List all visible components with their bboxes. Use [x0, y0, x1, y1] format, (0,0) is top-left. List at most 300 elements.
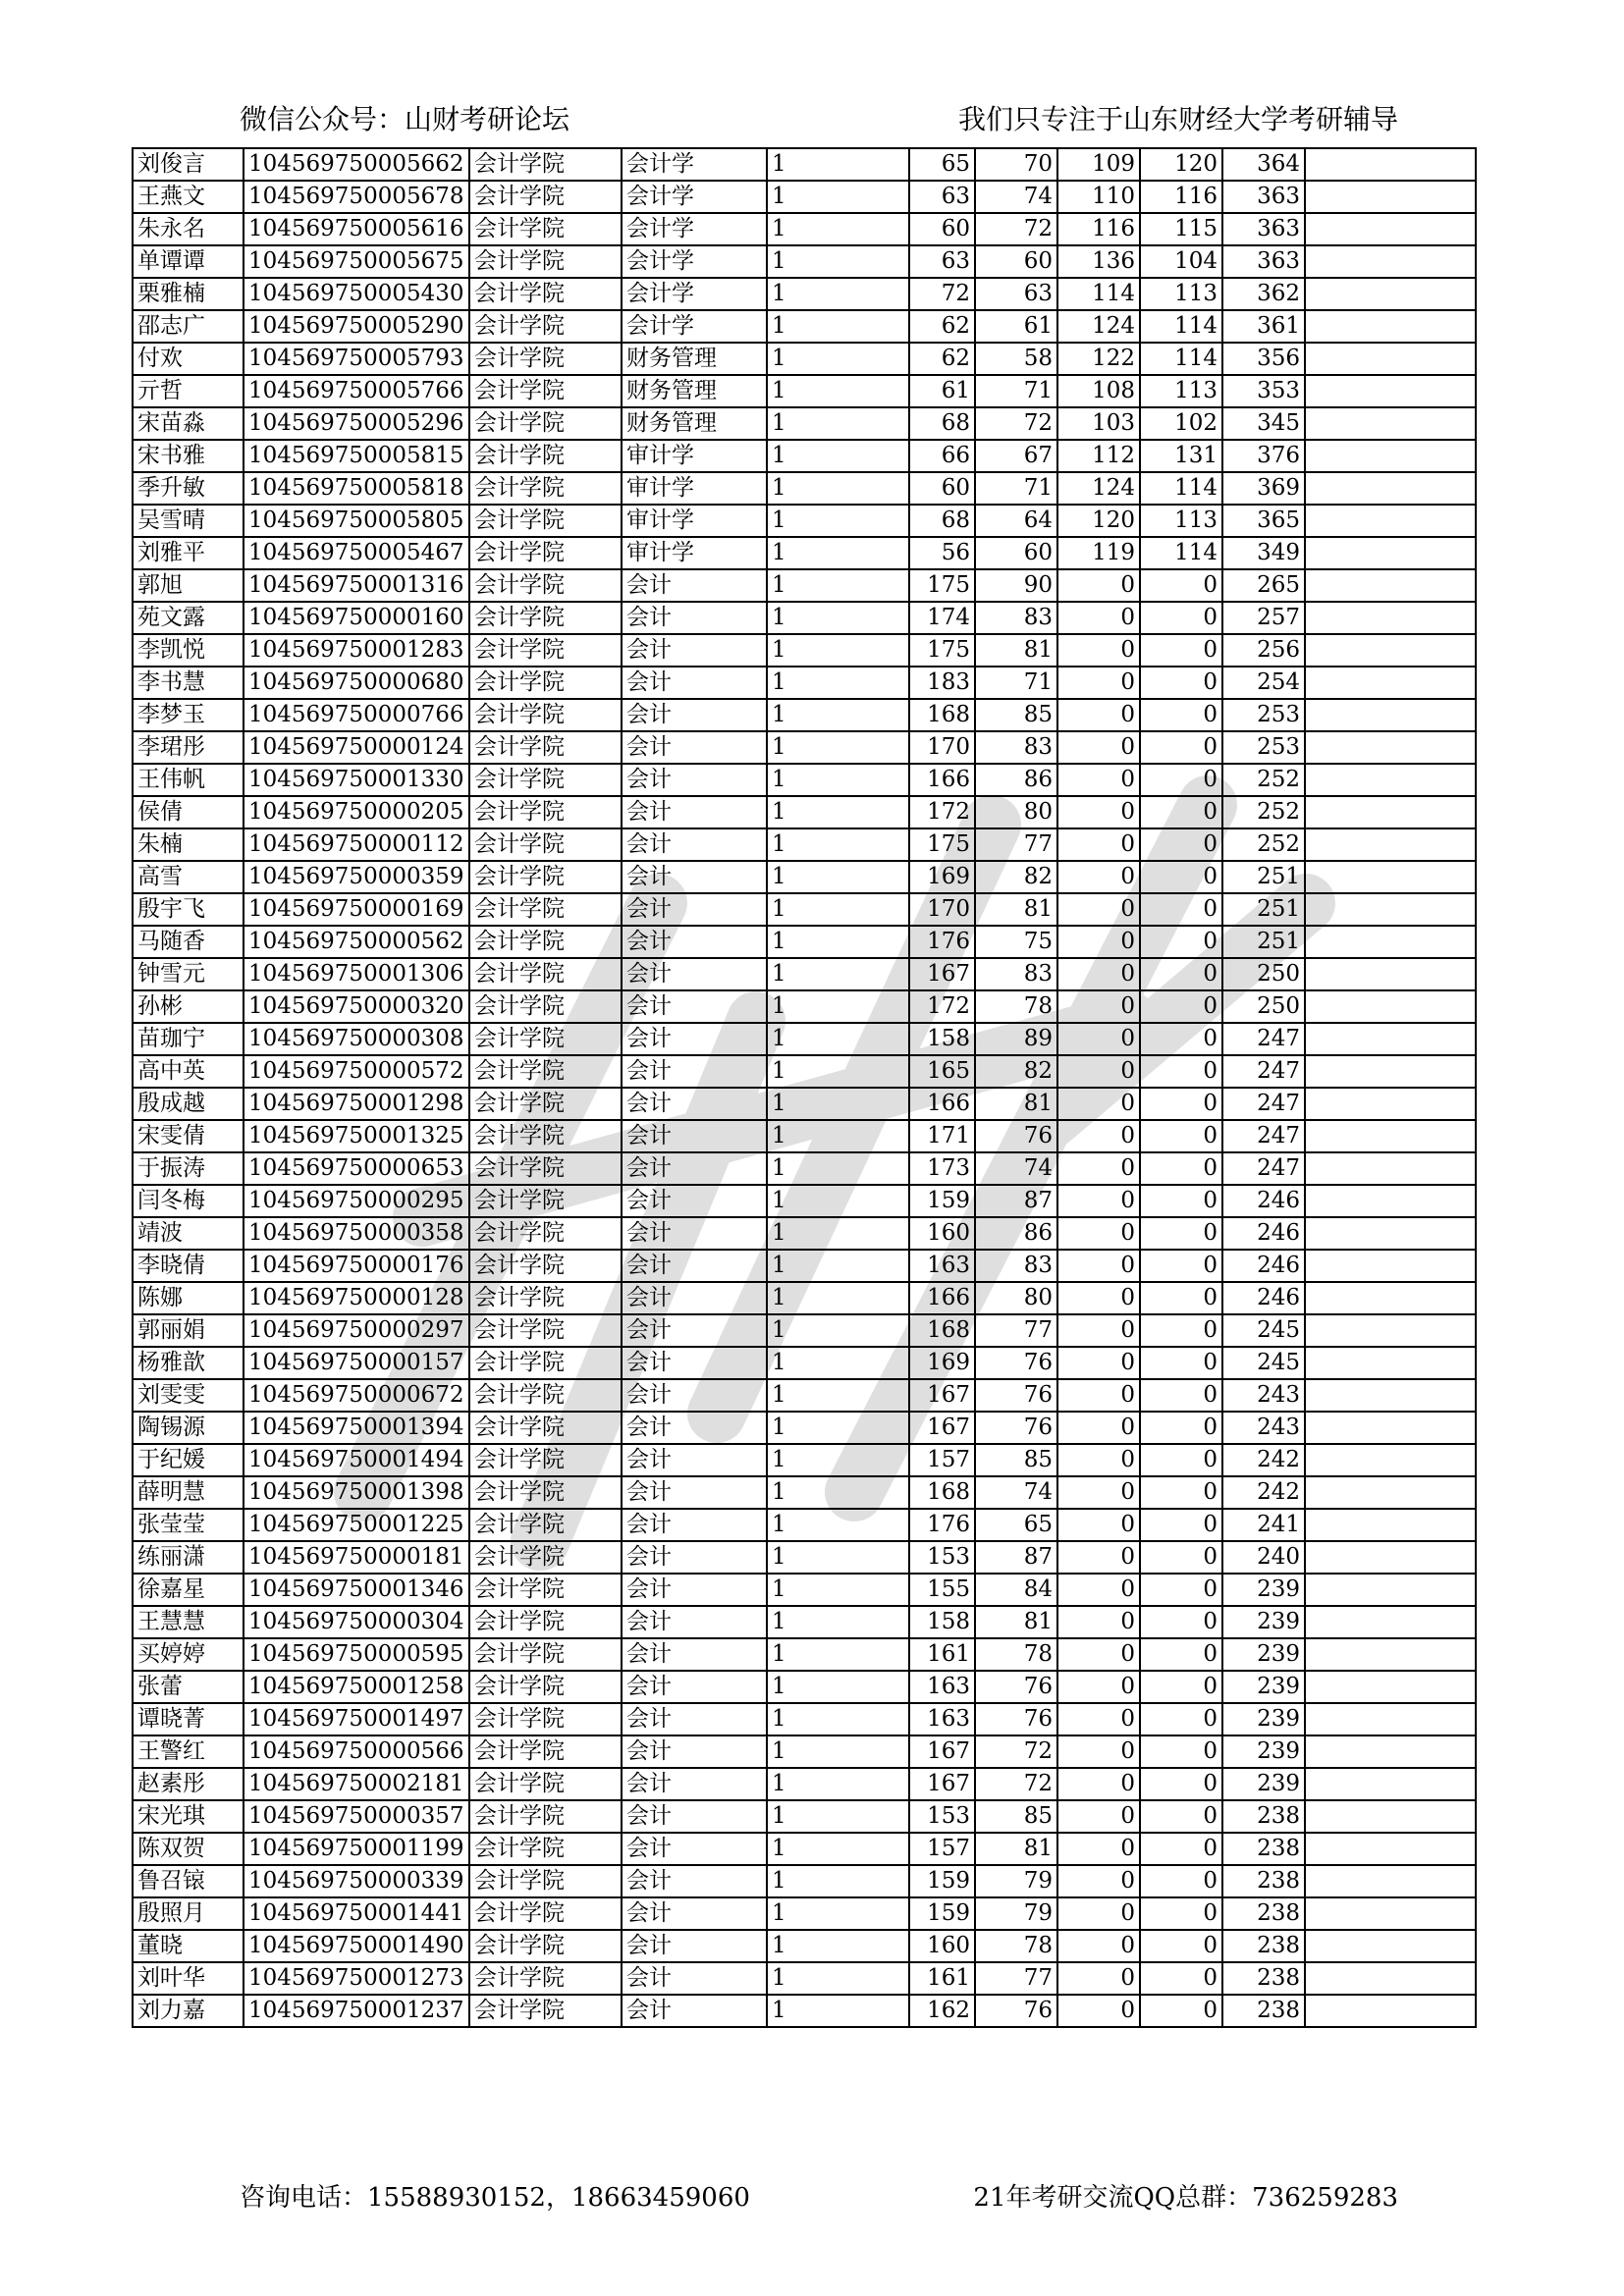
cell-total: 246	[1222, 1185, 1305, 1217]
cell-total: 252	[1222, 828, 1305, 861]
cell-name: 单谭谭	[133, 245, 244, 278]
table-row	[133, 1574, 1476, 1606]
cell-remark	[1305, 667, 1476, 699]
cell-score-politics: 165	[909, 1055, 975, 1088]
cell-exam-id: 104569750001398	[244, 1476, 469, 1509]
cell-score-subject2: 0	[1140, 602, 1222, 634]
cell-college: 会计学院	[469, 1347, 622, 1379]
cell-name: 刘力嘉	[133, 1995, 244, 2027]
cell-major: 会计	[622, 1152, 767, 1185]
cell-college: 会计学院	[469, 893, 622, 926]
cell-remark	[1305, 1930, 1476, 1962]
table-row	[133, 667, 1476, 699]
cell-college: 会计学院	[469, 375, 622, 407]
cell-score-politics: 166	[909, 1282, 975, 1314]
cell-score-politics: 158	[909, 1606, 975, 1638]
cell-score-subject1: 0	[1057, 796, 1140, 828]
cell-total: 238	[1222, 1930, 1305, 1962]
cell-remark	[1305, 1995, 1476, 2027]
cell-college: 会计学院	[469, 472, 622, 505]
cell-category: 1	[767, 1412, 909, 1444]
cell-category: 1	[767, 148, 909, 181]
cell-score-subject1: 0	[1057, 1023, 1140, 1055]
cell-score-politics: 168	[909, 1314, 975, 1347]
cell-total: 252	[1222, 764, 1305, 796]
cell-total: 239	[1222, 1768, 1305, 1800]
table-row	[133, 893, 1476, 926]
cell-category: 1	[767, 569, 909, 602]
cell-score-english: 87	[975, 1185, 1057, 1217]
cell-total: 239	[1222, 1735, 1305, 1768]
cell-college: 会计学院	[469, 440, 622, 472]
cell-category: 1	[767, 634, 909, 667]
cell-major: 财务管理	[622, 343, 767, 375]
cell-score-subject2: 0	[1140, 1703, 1222, 1735]
cell-score-subject1: 0	[1057, 1152, 1140, 1185]
cell-score-subject1: 0	[1057, 1444, 1140, 1476]
cell-score-english: 79	[975, 1897, 1057, 1930]
cell-name: 朱楠	[133, 828, 244, 861]
cell-major: 会计	[622, 1055, 767, 1088]
cell-name: 苑文露	[133, 602, 244, 634]
cell-major: 会计	[622, 1476, 767, 1509]
cell-exam-id: 104569750005793	[244, 343, 469, 375]
table-row	[133, 926, 1476, 958]
cell-name: 王警红	[133, 1735, 244, 1768]
table-row	[133, 1023, 1476, 1055]
cell-remark	[1305, 278, 1476, 310]
cell-score-subject2: 0	[1140, 1282, 1222, 1314]
cell-remark	[1305, 731, 1476, 764]
cell-score-politics: 62	[909, 343, 975, 375]
cell-score-subject2: 0	[1140, 764, 1222, 796]
cell-category: 1	[767, 407, 909, 440]
cell-total: 361	[1222, 310, 1305, 343]
cell-total: 253	[1222, 699, 1305, 731]
cell-score-english: 72	[975, 1768, 1057, 1800]
cell-college: 会计学院	[469, 1735, 622, 1768]
cell-name: 刘叶华	[133, 1962, 244, 1995]
cell-name: 徐嘉星	[133, 1574, 244, 1606]
table-row	[133, 472, 1476, 505]
cell-score-subject1: 0	[1057, 634, 1140, 667]
cell-score-english: 86	[975, 764, 1057, 796]
cell-score-english: 64	[975, 505, 1057, 537]
cell-exam-id: 104569750001298	[244, 1088, 469, 1120]
cell-exam-id: 104569750001283	[244, 634, 469, 667]
cell-score-subject2: 0	[1140, 1671, 1222, 1703]
cell-score-politics: 168	[909, 1476, 975, 1509]
cell-score-subject1: 103	[1057, 407, 1140, 440]
table-row	[133, 958, 1476, 990]
cell-category: 1	[767, 1930, 909, 1962]
cell-exam-id: 104569750000359	[244, 861, 469, 893]
cell-remark	[1305, 1444, 1476, 1476]
cell-total: 345	[1222, 407, 1305, 440]
table-row	[133, 1314, 1476, 1347]
cell-category: 1	[767, 1833, 909, 1865]
cell-score-politics: 72	[909, 278, 975, 310]
cell-name: 殷照月	[133, 1897, 244, 1930]
cell-remark	[1305, 1217, 1476, 1250]
cell-score-english: 82	[975, 1055, 1057, 1088]
cell-name: 季升敏	[133, 472, 244, 505]
cell-college: 会计学院	[469, 796, 622, 828]
cell-category: 1	[767, 1638, 909, 1671]
cell-score-subject1: 0	[1057, 861, 1140, 893]
cell-exam-id: 104569750005467	[244, 537, 469, 569]
cell-score-subject2: 102	[1140, 407, 1222, 440]
cell-major: 会计	[622, 1671, 767, 1703]
table-row	[133, 1865, 1476, 1897]
cell-college: 会计学院	[469, 181, 622, 213]
cell-major: 会计	[622, 1314, 767, 1347]
cell-total: 245	[1222, 1314, 1305, 1347]
cell-exam-id: 104569750000205	[244, 796, 469, 828]
cell-category: 1	[767, 1541, 909, 1574]
cell-name: 鲁召锿	[133, 1865, 244, 1897]
cell-score-subject1: 0	[1057, 1476, 1140, 1509]
cell-college: 会计学院	[469, 1282, 622, 1314]
cell-score-subject2: 115	[1140, 213, 1222, 245]
cell-score-subject1: 0	[1057, 1250, 1140, 1282]
cell-score-english: 90	[975, 569, 1057, 602]
cell-remark	[1305, 1800, 1476, 1833]
cell-score-subject1: 0	[1057, 1930, 1140, 1962]
cell-category: 1	[767, 893, 909, 926]
cell-score-english: 81	[975, 1606, 1057, 1638]
cell-score-politics: 160	[909, 1217, 975, 1250]
table-row	[133, 861, 1476, 893]
cell-score-subject2: 0	[1140, 861, 1222, 893]
cell-score-subject1: 0	[1057, 1833, 1140, 1865]
cell-score-subject2: 0	[1140, 1379, 1222, 1412]
cell-college: 会计学院	[469, 958, 622, 990]
cell-category: 1	[767, 1347, 909, 1379]
cell-name: 吴雪晴	[133, 505, 244, 537]
cell-college: 会计学院	[469, 1509, 622, 1541]
cell-score-english: 83	[975, 731, 1057, 764]
cell-name: 谭晓菁	[133, 1703, 244, 1735]
cell-exam-id: 104569750000672	[244, 1379, 469, 1412]
cell-exam-id: 104569750001394	[244, 1412, 469, 1444]
cell-score-subject2: 0	[1140, 731, 1222, 764]
cell-college: 会计学院	[469, 1217, 622, 1250]
cell-score-politics: 162	[909, 1995, 975, 2027]
cell-score-politics: 170	[909, 893, 975, 926]
cell-score-subject2: 113	[1140, 505, 1222, 537]
cell-remark	[1305, 1088, 1476, 1120]
cell-name: 马随香	[133, 926, 244, 958]
table-row	[133, 1120, 1476, 1152]
cell-remark	[1305, 537, 1476, 569]
cell-major: 会计	[622, 828, 767, 861]
cell-college: 会计学院	[469, 245, 622, 278]
cell-exam-id: 104569750000160	[244, 602, 469, 634]
cell-category: 1	[767, 1703, 909, 1735]
cell-score-politics: 157	[909, 1833, 975, 1865]
cell-exam-id: 104569750001325	[244, 1120, 469, 1152]
cell-category: 1	[767, 1574, 909, 1606]
cell-score-politics: 61	[909, 375, 975, 407]
cell-exam-id: 104569750005815	[244, 440, 469, 472]
table-row	[133, 440, 1476, 472]
cell-score-english: 78	[975, 1638, 1057, 1671]
cell-score-subject1: 0	[1057, 1120, 1140, 1152]
cell-remark	[1305, 1250, 1476, 1282]
cell-exam-id: 104569750001494	[244, 1444, 469, 1476]
cell-total: 242	[1222, 1476, 1305, 1509]
cell-score-subject2: 0	[1140, 1152, 1222, 1185]
cell-major: 审计学	[622, 537, 767, 569]
cell-score-subject1: 114	[1057, 278, 1140, 310]
cell-category: 1	[767, 1120, 909, 1152]
cell-score-politics: 166	[909, 764, 975, 796]
cell-major: 会计	[622, 569, 767, 602]
cell-major: 会计	[622, 1865, 767, 1897]
table-row	[133, 407, 1476, 440]
cell-college: 会计学院	[469, 602, 622, 634]
cell-name: 宋雯倩	[133, 1120, 244, 1152]
cell-exam-id: 104569750000295	[244, 1185, 469, 1217]
cell-major: 会计	[622, 1833, 767, 1865]
cell-college: 会计学院	[469, 1023, 622, 1055]
cell-exam-id: 104569750000176	[244, 1250, 469, 1282]
cell-major: 会计	[622, 764, 767, 796]
cell-category: 1	[767, 1379, 909, 1412]
cell-score-subject1: 109	[1057, 148, 1140, 181]
cell-remark	[1305, 602, 1476, 634]
cell-category: 1	[767, 1509, 909, 1541]
cell-name: 张莹莹	[133, 1509, 244, 1541]
cell-score-subject2: 0	[1140, 1217, 1222, 1250]
cell-score-subject2: 0	[1140, 1347, 1222, 1379]
cell-category: 1	[767, 440, 909, 472]
cell-score-subject1: 0	[1057, 1897, 1140, 1930]
cell-total: 376	[1222, 440, 1305, 472]
cell-major: 会计	[622, 1379, 767, 1412]
table-row	[133, 343, 1476, 375]
cell-remark	[1305, 569, 1476, 602]
cell-college: 会计学院	[469, 407, 622, 440]
cell-score-english: 74	[975, 1476, 1057, 1509]
cell-exam-id: 104569750001441	[244, 1897, 469, 1930]
cell-college: 会计学院	[469, 1444, 622, 1476]
cell-remark	[1305, 1152, 1476, 1185]
cell-category: 1	[767, 181, 909, 213]
cell-college: 会计学院	[469, 634, 622, 667]
cell-college: 会计学院	[469, 990, 622, 1023]
cell-remark	[1305, 1185, 1476, 1217]
cell-score-politics: 167	[909, 1379, 975, 1412]
cell-score-subject1: 0	[1057, 828, 1140, 861]
cell-score-english: 76	[975, 1703, 1057, 1735]
cell-score-politics: 169	[909, 1347, 975, 1379]
cell-category: 1	[767, 1282, 909, 1314]
cell-exam-id: 104569750002181	[244, 1768, 469, 1800]
cell-total: 241	[1222, 1509, 1305, 1541]
cell-category: 1	[767, 472, 909, 505]
cell-exam-id: 104569750000181	[244, 1541, 469, 1574]
table-row	[133, 1055, 1476, 1088]
table-row	[133, 1897, 1476, 1930]
cell-college: 会计学院	[469, 1250, 622, 1282]
table-row	[133, 796, 1476, 828]
cell-score-english: 78	[975, 1930, 1057, 1962]
table-row	[133, 1509, 1476, 1541]
cell-score-subject2: 114	[1140, 472, 1222, 505]
cell-score-subject1: 0	[1057, 1379, 1140, 1412]
cell-score-subject1: 0	[1057, 1509, 1140, 1541]
cell-score-english: 77	[975, 1962, 1057, 1995]
cell-score-subject2: 0	[1140, 1023, 1222, 1055]
table-row	[133, 1606, 1476, 1638]
cell-score-politics: 153	[909, 1541, 975, 1574]
cell-remark	[1305, 958, 1476, 990]
cell-total: 238	[1222, 1897, 1305, 1930]
cell-major: 会计	[622, 1541, 767, 1574]
cell-total: 239	[1222, 1671, 1305, 1703]
cell-total: 239	[1222, 1574, 1305, 1606]
table-row	[133, 1703, 1476, 1735]
cell-score-subject1: 0	[1057, 764, 1140, 796]
cell-remark	[1305, 1023, 1476, 1055]
table-row	[133, 1541, 1476, 1574]
cell-name: 苗珈宁	[133, 1023, 244, 1055]
cell-score-english: 63	[975, 278, 1057, 310]
cell-college: 会计学院	[469, 828, 622, 861]
table-row	[133, 1250, 1476, 1282]
cell-name: 殷成越	[133, 1088, 244, 1120]
cell-total: 247	[1222, 1023, 1305, 1055]
cell-exam-id: 104569750001199	[244, 1833, 469, 1865]
cell-name: 于纪媛	[133, 1444, 244, 1476]
cell-exam-id: 104569750001306	[244, 958, 469, 990]
cell-college: 会计学院	[469, 310, 622, 343]
cell-score-politics: 153	[909, 1800, 975, 1833]
table-row	[133, 1347, 1476, 1379]
cell-college: 会计学院	[469, 1768, 622, 1800]
cell-college: 会计学院	[469, 1574, 622, 1606]
cell-score-politics: 172	[909, 796, 975, 828]
cell-name: 练丽潇	[133, 1541, 244, 1574]
table-row	[133, 634, 1476, 667]
cell-name: 高雪	[133, 861, 244, 893]
cell-score-subject2: 114	[1140, 343, 1222, 375]
table-row	[133, 1930, 1476, 1962]
cell-college: 会计学院	[469, 1703, 622, 1735]
cell-score-english: 71	[975, 375, 1057, 407]
cell-score-english: 74	[975, 1152, 1057, 1185]
cell-score-subject2: 104	[1140, 245, 1222, 278]
cell-score-subject1: 122	[1057, 343, 1140, 375]
cell-total: 250	[1222, 990, 1305, 1023]
cell-category: 1	[767, 505, 909, 537]
cell-name: 刘雅平	[133, 537, 244, 569]
cell-category: 1	[767, 926, 909, 958]
cell-total: 349	[1222, 537, 1305, 569]
cell-college: 会计学院	[469, 1314, 622, 1347]
cell-college: 会计学院	[469, 1185, 622, 1217]
cell-major: 会计	[622, 1574, 767, 1606]
header-right-text: 我们只专注于山东财经大学考研辅导	[957, 103, 1398, 135]
cell-score-subject2: 0	[1140, 926, 1222, 958]
cell-name: 刘俊言	[133, 148, 244, 181]
cell-exam-id: 104569750001497	[244, 1703, 469, 1735]
cell-exam-id: 104569750000169	[244, 893, 469, 926]
cell-category: 1	[767, 764, 909, 796]
cell-score-subject1: 0	[1057, 1800, 1140, 1833]
cell-score-politics: 176	[909, 926, 975, 958]
cell-score-subject1: 0	[1057, 1217, 1140, 1250]
cell-score-subject2: 116	[1140, 181, 1222, 213]
cell-score-subject1: 0	[1057, 1638, 1140, 1671]
cell-college: 会计学院	[469, 731, 622, 764]
cell-remark	[1305, 1606, 1476, 1638]
cell-major: 会计学	[622, 310, 767, 343]
cell-category: 1	[767, 958, 909, 990]
cell-category: 1	[767, 1217, 909, 1250]
cell-score-subject2: 0	[1140, 796, 1222, 828]
cell-total: 247	[1222, 1055, 1305, 1088]
table-row	[133, 537, 1476, 569]
cell-name: 殷宇飞	[133, 893, 244, 926]
cell-major: 会计	[622, 1995, 767, 2027]
cell-college: 会计学院	[469, 1120, 622, 1152]
cell-score-english: 76	[975, 1412, 1057, 1444]
cell-college: 会计学院	[469, 1800, 622, 1833]
cell-total: 257	[1222, 602, 1305, 634]
cell-name: 付欢	[133, 343, 244, 375]
cell-score-politics: 171	[909, 1120, 975, 1152]
cell-remark	[1305, 375, 1476, 407]
table-row	[133, 1088, 1476, 1120]
cell-major: 会计	[622, 1347, 767, 1379]
cell-exam-id: 104569750000358	[244, 1217, 469, 1250]
cell-name: 王燕文	[133, 181, 244, 213]
cell-major: 会计	[622, 699, 767, 731]
cell-college: 会计学院	[469, 1379, 622, 1412]
cell-score-politics: 60	[909, 213, 975, 245]
cell-category: 1	[767, 1897, 909, 1930]
cell-score-politics: 175	[909, 569, 975, 602]
table-row	[133, 148, 1476, 181]
cell-exam-id: 104569750000357	[244, 1800, 469, 1833]
cell-score-subject2: 0	[1140, 1088, 1222, 1120]
cell-score-politics: 60	[909, 472, 975, 505]
cell-exam-id: 104569750001225	[244, 1509, 469, 1541]
cell-college: 会计学院	[469, 764, 622, 796]
cell-score-subject2: 0	[1140, 1833, 1222, 1865]
cell-major: 会计	[622, 1250, 767, 1282]
cell-major: 会计	[622, 1897, 767, 1930]
cell-total: 246	[1222, 1282, 1305, 1314]
cell-total: 251	[1222, 926, 1305, 958]
cell-score-subject2: 0	[1140, 958, 1222, 990]
cell-major: 会计	[622, 1735, 767, 1768]
cell-score-subject2: 0	[1140, 1638, 1222, 1671]
cell-score-politics: 167	[909, 1735, 975, 1768]
table-row	[133, 245, 1476, 278]
table-row	[133, 1962, 1476, 1995]
cell-score-english: 74	[975, 181, 1057, 213]
cell-exam-id: 104569750001237	[244, 1995, 469, 2027]
cell-exam-id: 104569750001490	[244, 1930, 469, 1962]
cell-exam-id: 104569750005662	[244, 148, 469, 181]
cell-college: 会计学院	[469, 1995, 622, 2027]
cell-exam-id: 104569750005296	[244, 407, 469, 440]
cell-score-politics: 65	[909, 148, 975, 181]
